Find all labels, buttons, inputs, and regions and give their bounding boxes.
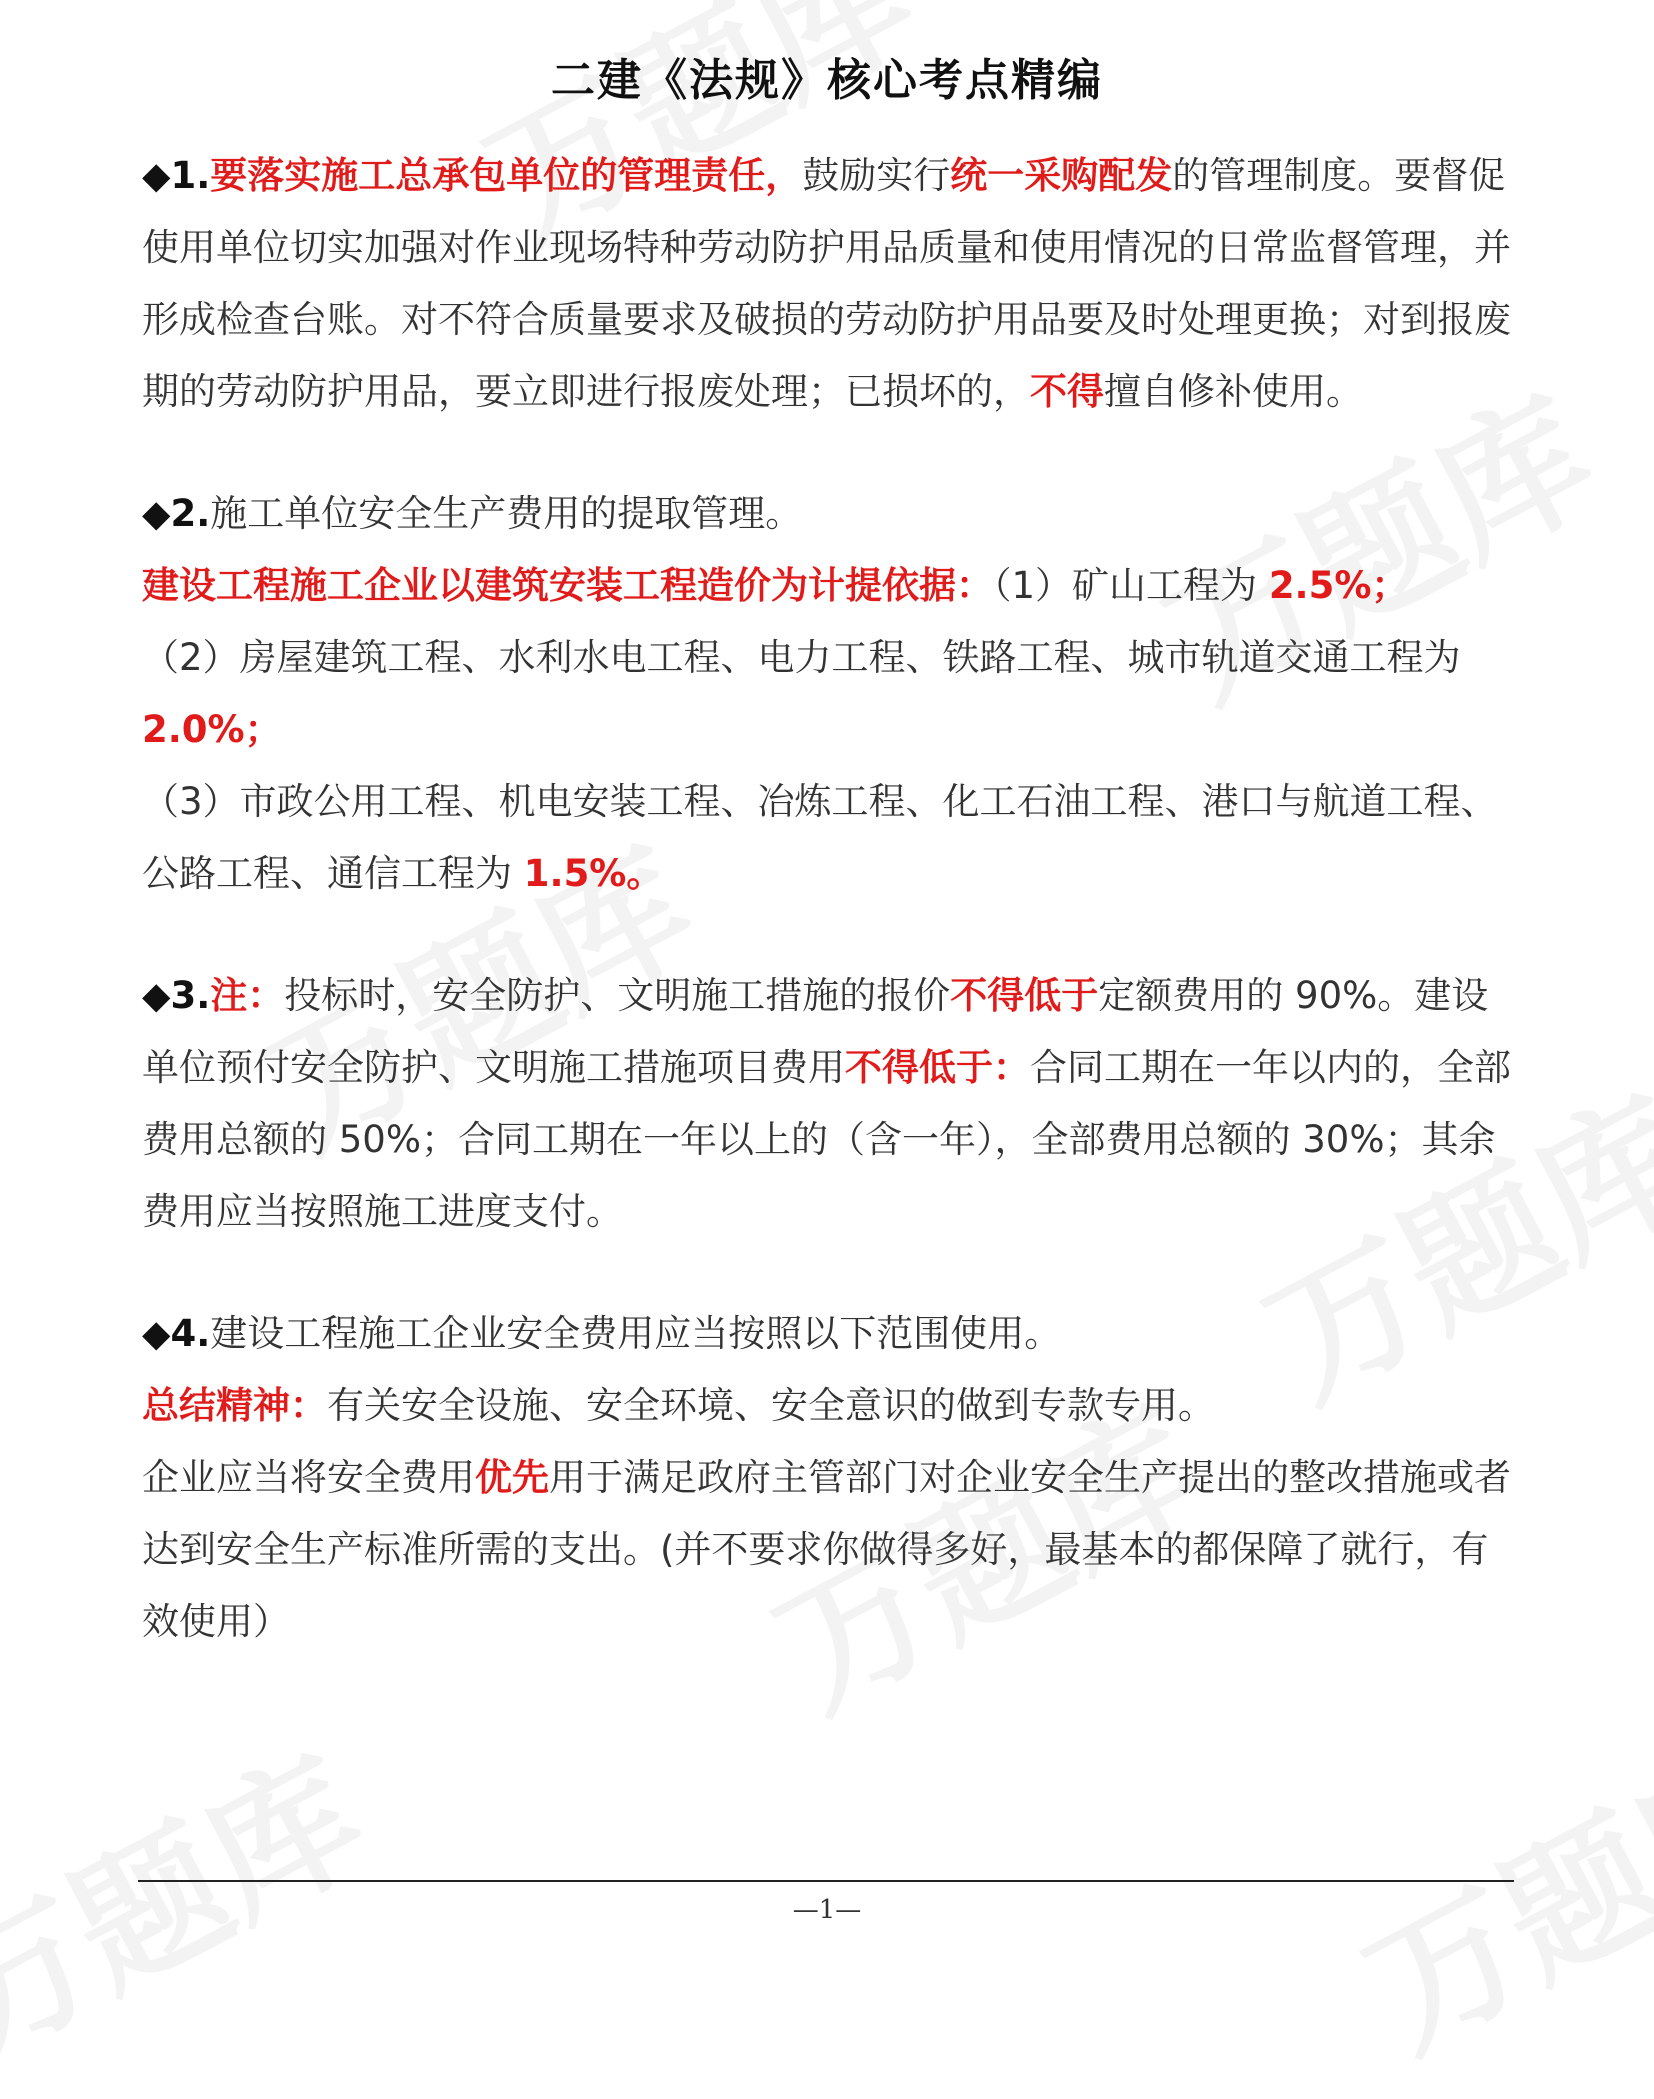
body-text: 的管理制度。要督促使用单位切实加强对作业现场特种劳动防护用品质量和使用情况的日常监督管理，并形成检查台账。对不符合质量要求及破损的劳动防护用品要及时处理更换；对到报废期的劳动防护用品，要立即进行报废处理；已损坏的，	[142, 154, 1511, 413]
highlight-text: 优先	[475, 1456, 549, 1499]
page-title: 二建《法规》核心考点精编	[551, 55, 1103, 106]
highlight-text: 统一采购配发	[950, 154, 1173, 197]
body-text: 建设工程施工企业安全费用应当按照以下范围使用。	[210, 1312, 1062, 1355]
watermark	[1326, 1687, 1654, 2089]
rate-municipal	[142, 766, 1522, 910]
rate-building	[142, 622, 1522, 766]
highlight-text: 不得低于	[950, 974, 1099, 1017]
section-1	[142, 140, 1522, 428]
bullet: ◆1.	[142, 154, 211, 197]
body-text: （3）市政公用工程、机电安装工程、冶炼工程、化工石油工程、港口与航道工程、公路工程、通信工程为	[142, 780, 1498, 895]
rate-value: 1.5%。	[523, 852, 664, 895]
priority-usage	[142, 1442, 1522, 1658]
section-1-paragraph	[142, 140, 1522, 428]
body-text: 用于满足政府主管部门对企业安全生产提出的整改措施或者达到安全生产标准所需的支出。(并不要求你做得多好，最基本的都保障了就行，有效使用）	[142, 1456, 1511, 1643]
page-number: —1—	[792, 1895, 862, 1925]
body-text: 企业应当将安全费用	[142, 1456, 475, 1499]
section-4	[142, 1298, 1522, 1658]
section-4-heading	[142, 1298, 1522, 1370]
body-text: 合同工期在一年以内的，全部费用总额的 50%；合同工期在一年以上的（含一年），全部费用总额的 30%；其余费用应当按照施工进度支付。	[142, 1046, 1511, 1233]
body-text: 定额费用的 90%。建设单位预付安全防护、文明施工措施项目费用	[142, 974, 1489, 1089]
bullet: ◆2.	[142, 492, 211, 535]
body-text: 施工单位安全生产费用的提取管理。	[210, 492, 803, 535]
body-text: 有关安全设施、安全环境、安全意识的做到专款专用。	[327, 1384, 1215, 1427]
highlight-text: 总结精神：	[142, 1384, 327, 1427]
rate-value: 2.0%；	[142, 708, 282, 751]
section-2-heading	[142, 478, 1522, 550]
rate-mining	[142, 550, 1522, 622]
document-body	[142, 140, 1522, 1708]
section-3	[142, 960, 1522, 1248]
body-text: （1）矿山工程为	[993, 564, 1269, 607]
highlight-text: 注：	[210, 974, 285, 1017]
bullet: ◆3.	[142, 974, 211, 1017]
bullet: ◆4.	[142, 1312, 211, 1355]
body-text: 鼓励实行	[802, 154, 951, 197]
highlight-text: 要落实施工总承包单位的管理责任，	[210, 154, 803, 197]
footer-divider	[138, 1880, 1514, 1882]
section-3-paragraph	[142, 960, 1522, 1248]
summary	[142, 1370, 1522, 1442]
section-2	[142, 478, 1522, 910]
rate-value: 2.5%；	[1268, 564, 1409, 607]
highlight-text: 不得	[1030, 370, 1104, 413]
highlight-text: 建设工程施工企业以建筑安装工程造价为计提依据：	[142, 564, 993, 607]
body-text: （2）房屋建筑工程、水利水电工程、电力工程、铁路工程、城市轨道交通工程为	[142, 636, 1461, 679]
body-text: 投标时，安全防护、文明施工措施的报价	[284, 974, 951, 1017]
highlight-text: 不得低于：	[845, 1046, 1030, 1089]
body-text: 擅自修补使用。	[1104, 370, 1363, 413]
